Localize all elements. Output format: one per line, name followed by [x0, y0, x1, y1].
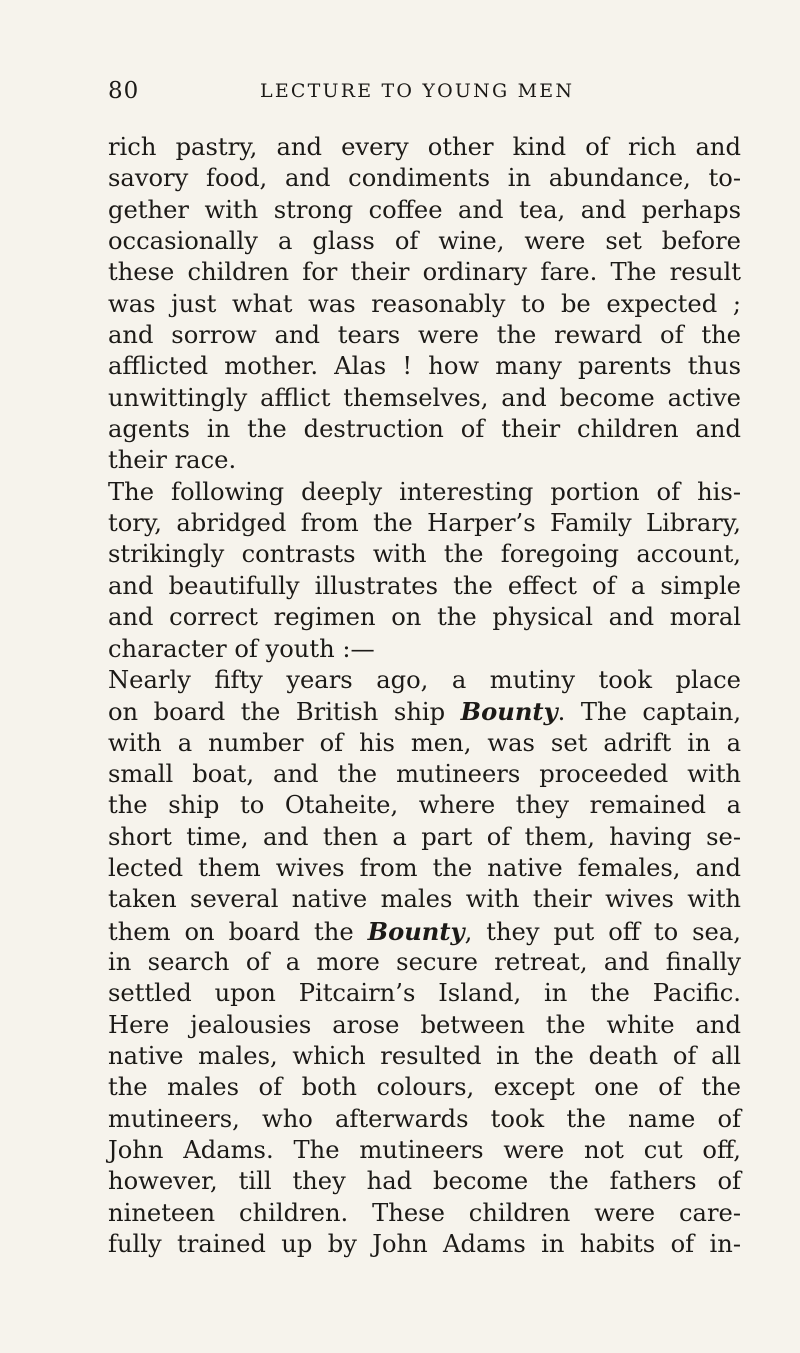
text-run: them on board the: [108, 917, 368, 946]
text-line: these children for their ordinary fare. The result: [108, 258, 741, 287]
text-run: , they put off to sea,: [464, 917, 741, 946]
text-line: tory, abridged from the Harper’s Family Library,: [108, 509, 741, 538]
text-line: their race.: [108, 446, 237, 475]
text-line: character of youth :—: [108, 634, 375, 663]
text-line: in search of a more secure retreat, and finally: [108, 947, 741, 976]
text-run: on board the British ship: [108, 698, 461, 727]
body-text: [108, 132, 741, 1260]
text-line: gether with strong coffee and tea, and perhaps: [108, 195, 741, 224]
text-line: fully trained up by John Adams in habits of in-: [108, 1230, 741, 1259]
text-line: John Adams. The mutineers were not cut off,: [108, 1136, 741, 1164]
text-line: taken several native males with their wives with: [108, 885, 741, 914]
text-line: [108, 916, 741, 947]
text-line: however, till they had become the fathers of: [108, 1167, 741, 1196]
text-line: [108, 696, 741, 727]
text-line: settled upon Pitcairn’s Island, in the Pacific.: [108, 979, 741, 1008]
text-line: The following deeply interesting portion of his-: [108, 477, 741, 506]
text-line: with a number of his men, was set adrift in a: [108, 728, 741, 757]
page-header: [108, 78, 748, 112]
text-line: native males, which resulted in the death of all: [108, 1041, 741, 1070]
text-line: small boat, and the mutineers proceeded with: [108, 759, 741, 788]
text-line: mutineers, who afterwards took the name of: [108, 1104, 741, 1133]
text-line: Nearly fifty years ago, a mutiny took place: [108, 665, 741, 694]
text-line: unwittingly afflict themselves, and become active: [108, 383, 741, 412]
running-head: LECTURE TO YOUNG MEN: [260, 80, 575, 102]
text-line: afflicted mother. Alas ! how many parents thus: [108, 352, 741, 381]
text-line: strikingly contrasts with the foregoing account,: [108, 540, 741, 569]
page-number: 80: [108, 78, 140, 104]
text-line: Here jealousies arose between the white and: [108, 1010, 741, 1039]
text-line: rich pastry, and every other kind of rich and: [108, 133, 741, 161]
text-run: . The captain,: [557, 698, 742, 727]
text-line: short time, and then a part of them, having se-: [108, 822, 741, 851]
text-line: the ship to Otaheite, where they remained a: [108, 791, 741, 820]
ship-name: Bounty: [460, 697, 558, 727]
text-line: savory food, and condiments in abundance, to-: [108, 164, 741, 193]
text-line: lected them wives from the native females, and: [108, 853, 741, 882]
text-line: and beautifully illustrates the effect of a simple: [108, 571, 741, 600]
text-line: and correct regimen on the physical and moral: [108, 603, 741, 632]
text-line: nineteen children. These children were care-: [108, 1198, 741, 1227]
text-line: the males of both colours, except one of the: [108, 1073, 741, 1102]
text-line: agents in the destruction of their children and: [108, 415, 741, 444]
text-line: and sorrow and tears were the reward of the: [108, 321, 741, 350]
text-line: occasionally a glass of wine, were set before: [108, 227, 741, 256]
ship-name: Bounty: [367, 916, 465, 946]
text-line: was just what was reasonably to be expected ;: [108, 289, 741, 318]
